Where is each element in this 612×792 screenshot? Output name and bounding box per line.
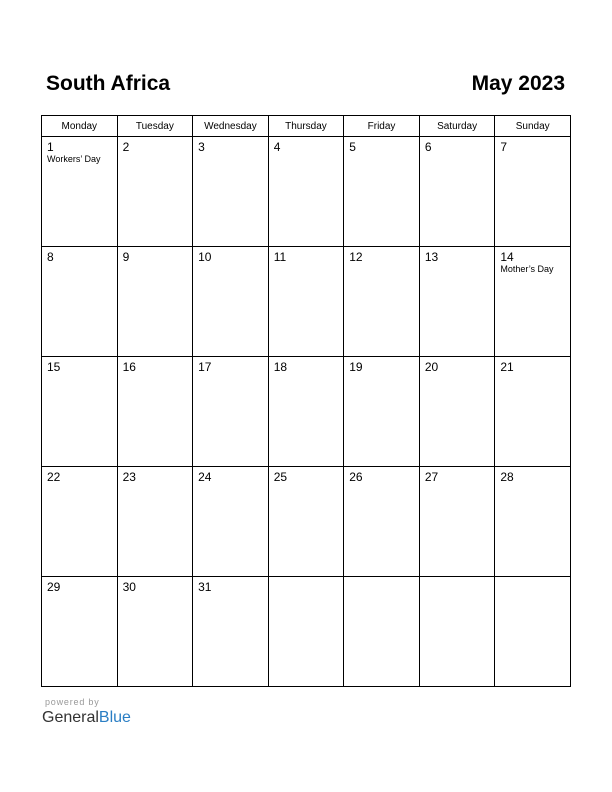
day-number: 3 xyxy=(198,140,205,154)
empty-day-cell xyxy=(419,577,495,687)
day-cell xyxy=(117,467,193,577)
week-row xyxy=(42,137,571,247)
empty-day-cell xyxy=(268,577,344,687)
day-number: 20 xyxy=(424,360,439,374)
day-cell xyxy=(193,247,269,357)
empty-day-cell xyxy=(344,577,420,687)
day-number: 31 xyxy=(198,580,212,594)
week-row xyxy=(42,467,571,577)
day-cell xyxy=(193,467,269,577)
week-row xyxy=(42,357,571,467)
day-cell xyxy=(117,577,193,687)
day-cell xyxy=(419,137,495,247)
day-number: 24 xyxy=(198,470,212,484)
day-cell xyxy=(268,137,344,247)
day-number: 6 xyxy=(424,140,432,154)
day-number: 13 xyxy=(424,250,439,264)
day-number: 17 xyxy=(198,360,212,374)
month-year-title: May 2023 xyxy=(471,72,565,95)
day-cell xyxy=(117,357,193,467)
day-number: 21 xyxy=(500,360,514,374)
day-cell xyxy=(419,467,495,577)
day-number: 14 xyxy=(500,250,514,264)
day-number: 1 xyxy=(47,140,54,154)
weekday-header: Sunday xyxy=(495,116,571,137)
day-number: 15 xyxy=(47,360,61,374)
day-cell xyxy=(42,247,118,357)
day-number: 9 xyxy=(122,250,130,264)
day-number: 8 xyxy=(47,250,54,264)
weekday-header: Monday xyxy=(42,116,118,137)
holiday-label: Mother’s Day xyxy=(500,264,554,274)
day-number: 29 xyxy=(47,580,61,594)
day-number: 19 xyxy=(349,360,363,374)
weekday-header: Saturday xyxy=(419,116,495,137)
day-cell xyxy=(117,137,193,247)
day-number: 4 xyxy=(273,140,281,154)
weekday-header-row xyxy=(42,116,571,137)
country-title: South Africa xyxy=(46,72,171,95)
day-cell xyxy=(42,577,118,687)
day-cell xyxy=(268,357,344,467)
day-number: 16 xyxy=(122,360,136,374)
weekday-header: Tuesday xyxy=(117,116,193,137)
day-cell xyxy=(344,357,420,467)
day-cell xyxy=(268,467,344,577)
day-cell xyxy=(42,357,118,467)
day-cell xyxy=(344,137,420,247)
powered-by-label: powered by xyxy=(45,697,100,707)
day-cell xyxy=(495,247,571,357)
empty-day-cell xyxy=(495,577,571,687)
day-cell xyxy=(495,357,571,467)
day-number: 28 xyxy=(500,470,514,484)
day-cell xyxy=(268,247,344,357)
day-number: 27 xyxy=(424,470,439,484)
day-cell xyxy=(495,467,571,577)
brand-general-text: General xyxy=(42,709,99,726)
brand-blue-text: Blue xyxy=(98,709,131,726)
day-number: 7 xyxy=(500,140,508,154)
day-cell xyxy=(495,137,571,247)
day-number: 18 xyxy=(273,360,288,374)
weekday-header: Thursday xyxy=(268,116,344,137)
day-number: 12 xyxy=(349,250,363,264)
day-cell xyxy=(42,467,118,577)
week-row xyxy=(42,247,571,357)
day-cell xyxy=(419,247,495,357)
day-number: 25 xyxy=(273,470,288,484)
day-cell xyxy=(117,247,193,357)
day-cell xyxy=(193,577,269,687)
day-number: 10 xyxy=(198,250,212,264)
day-number: 26 xyxy=(349,470,363,484)
week-row xyxy=(42,577,571,687)
holiday-label: Workers’ Day xyxy=(47,154,101,164)
day-cell xyxy=(193,357,269,467)
day-cell xyxy=(419,357,495,467)
day-number: 5 xyxy=(349,140,356,154)
day-number: 30 xyxy=(122,580,136,594)
weekday-header: Wednesday xyxy=(193,116,269,137)
weekday-header: Friday xyxy=(344,116,420,137)
day-number: 23 xyxy=(122,470,136,484)
day-number: 22 xyxy=(47,470,61,484)
day-cell xyxy=(344,247,420,357)
generalblue-logo[interactable] xyxy=(42,708,131,728)
day-number: 11 xyxy=(273,250,287,264)
day-cell xyxy=(42,137,118,247)
day-cell xyxy=(344,467,420,577)
day-number: 2 xyxy=(122,140,130,154)
day-cell xyxy=(193,137,269,247)
calendar-grid xyxy=(41,115,571,687)
